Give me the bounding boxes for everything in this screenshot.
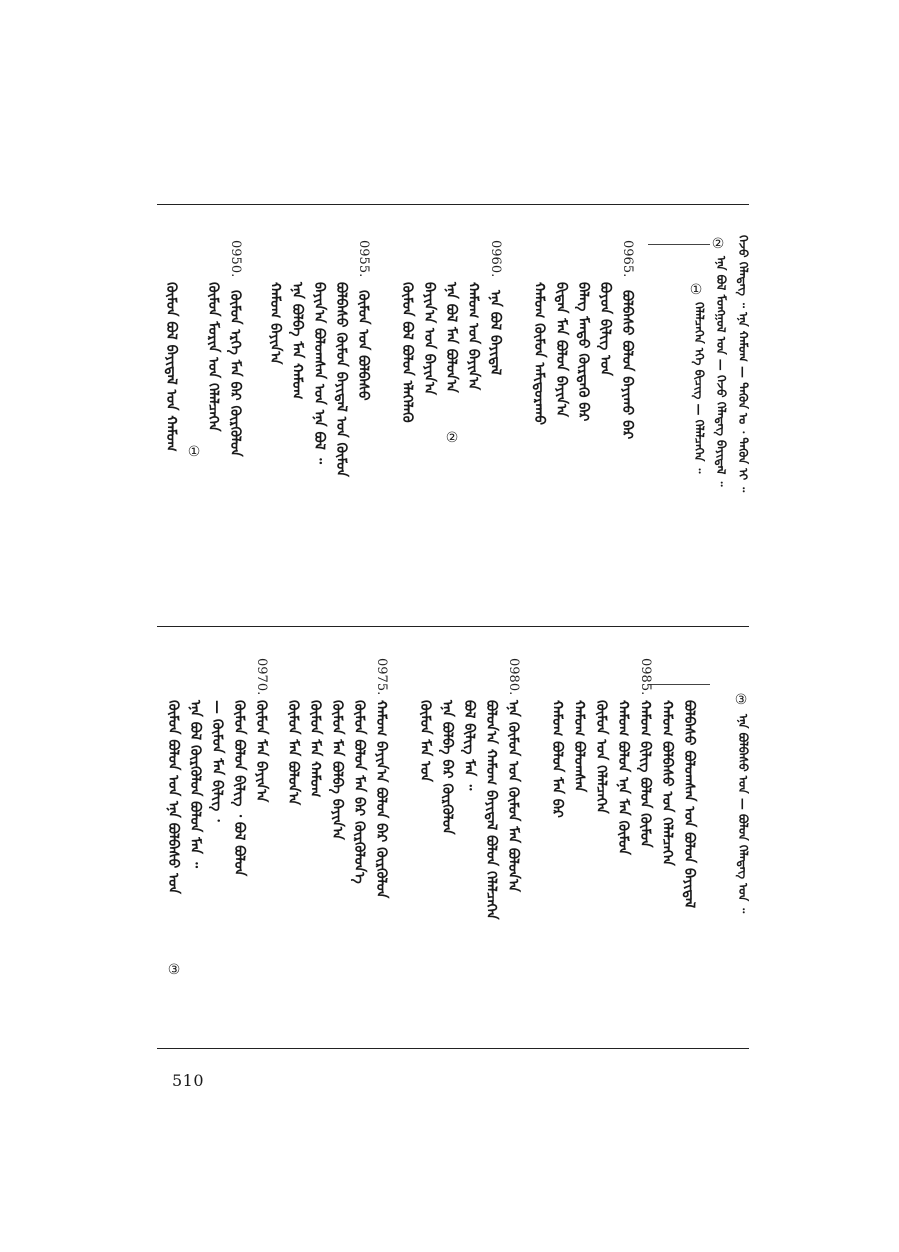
verse-line: ᠪᠠᠶᠢᠨ᠎ᠠ ᠪᠣᠯᠤᠭᠰᠠᠨ ᠤᠨ ᠡᠨᠡ ᠪᠣᠯ ᠃: [311, 282, 327, 465]
verse-line: ᠡᠨᠡ ᠪᠣᠯ ᠮᠡᠨ ᠪᠣᠯᠤᠨ᠎ᠠ: [443, 282, 459, 393]
verse-line: ᠪᠣᠯᠪᠠᠰᠤ ᠪᠣᠯᠤᠨ ᠪᠠᠶᠢᠬᠤ ᠪᠠᠷ: [619, 290, 635, 440]
verse-line: ᠬᠦᠮᠦᠨ ᠤᠨ ᠬᠡᠯᠡᠯᠴᠡᠭᠡᠨ: [593, 700, 609, 814]
verse-line: ᠬᠠᠮᠤᠭ ᠪᠠᠶᠢᠨ᠎ᠠ ᠪᠣᠯᠤᠨ ᠪᠠᠷ ᠬᠦᠷᠬᠦᠯᠦᠨ: [373, 700, 389, 899]
note-line: [689, 302, 710, 473]
note-marker: ②: [710, 236, 726, 252]
verse-line: ᠬᠦᠮᠦᠨ ᠪᠣᠯᠤᠨ ᠮᠡᠨ ᠪᠠᠷ ᠬᠦᠷᠬᠦᠯᠦᠨ᠎ᠡ: [351, 700, 367, 884]
verse-line: — ᠬᠦᠮᠦᠨ ᠮᠡᠨ ᠪᠢᠯᠢᠭ ᠂: [209, 700, 225, 822]
note-line: [733, 714, 754, 913]
verse-line: ᠡᠨᠡ ᠪᠣᠯ ᠪᠠᠶᠢᠳᠠᠯ: [487, 290, 503, 376]
verse-line: ᠪᠡᠯᠡᠭ ᠮᠡᠨᠳᠦ ᠬᠦᠷᠳᠡᠬᠦ ᠪᠠᠷ: [575, 282, 591, 422]
note-marker: ①: [688, 282, 704, 298]
verse-line: ᠡᠨᠡ ᠪᠣᠯ ᠬᠦᠷᠬᠦᠯᠦᠨ ᠪᠣᠯᠤᠨ ᠮᠡᠨ ᠃: [187, 700, 203, 869]
verse-number: 0950.: [228, 240, 243, 278]
verse-line: ᠬᠦᠮᠦᠨ ᠮᠡᠨ ᠪᠣᠯᠪᠠ ᠪᠠᠶᠢᠨ᠎ᠠ: [329, 700, 345, 840]
note-marker: ③: [733, 692, 749, 708]
verse-line: ᠪᠣᠯᠪᠠᠰᠤ ᠪᠣᠯᠤᠭᠰᠠᠨ ᠤᠨ ᠪᠣᠯᠤᠨ ᠪᠠᠶᠢᠳᠠᠯ: [681, 700, 697, 909]
verse-line: ᠬᠦᠮᠦᠨ ᠪᠣᠯ ᠪᠣᠯᠤᠨ ᠡᠯᠡᠭᠡᠯᠡᠬᠦ: [399, 282, 415, 423]
inline-marker: ①: [186, 444, 202, 460]
note-text: ᠬᠡᠯᠡᠯᠴᠡᠭᠡᠨ ᠡᠬᠡ ᠪᠢᠴᠢᠭ — ᠬᠡᠯᠡᠯᠴᠡᠭᠡᠨ ᠃: [692, 302, 706, 474]
verse-line: ᠪᠣᠯᠪᠠᠰᠤ ᠬᠦᠮᠦᠨ ᠪᠠᠶᠢᠳᠠᠯ ᠤᠨ ᠬᠦᠮᠦᠨ: [333, 282, 349, 477]
verse-number: 0970.: [254, 658, 269, 696]
note-line: [733, 235, 754, 492]
note-line: [711, 256, 732, 487]
verse-line: ᠪᠢᠳᠡᠨ ᠮᠡᠨ ᠪᠣᠯᠤᠨ ᠪᠠᠶᠢᠨ᠎ᠠ: [553, 282, 569, 418]
verse-line: ᠪᠠᠶᠢᠨ᠎ᠠ ᠤᠨ ᠪᠠᠶᠢᠨ᠎ᠠ: [421, 282, 437, 395]
note-text: ᠭᠡᠵᠦ ᠬᠡᠯᠡᠳᠡᠭ ᠃ ᠡᠨᠡ ᠬᠠᠮᠤᠭ — ᠲᠡᠭᠦᠨ ᠤ ᠂ ᠲᠡᠭᠦᠨ ᠢ ᠃: [736, 235, 750, 493]
verse-number: 0980.: [506, 658, 521, 696]
verse-line: ᠡᠨᠡ ᠬᠦᠮᠦᠨ ᠤᠨ ᠬᠦᠮᠦᠨ ᠮᠡᠨ ᠪᠣᠯᠤᠨ᠎ᠠ: [505, 700, 521, 892]
verse-line: ᠬᠦᠮᠦᠨ ᠮᠡᠨ ᠪᠣᠯᠤᠨ᠎ᠠ: [285, 700, 301, 806]
middle-rule: [157, 626, 749, 627]
verse-line: ᠡᠨᠡ ᠪᠣᠯᠪᠠ ᠪᠠᠷ ᠬᠦᠷᠬᠦᠯᠦᠨ: [439, 700, 455, 835]
verse-line: ᠬᠦᠮᠦᠨ ᠮᠣᠷᠢᠨ ᠤᠨ ᠬᠡᠯᠡᠯᠴᠡᠭᠡᠨ: [205, 282, 221, 432]
verse-line: ᠬᠦᠮᠦᠨ ᠮᠡᠨ ᠪᠠᠶᠢᠨ᠎ᠠ: [253, 700, 269, 803]
verse-line: ᠬᠠᠮᠤᠭ ᠪᠣᠯᠤᠭᠰᠠᠨ: [571, 700, 587, 793]
verse-line: ᠡᠨᠡ ᠪᠣᠯᠪᠠ ᠮᠡᠨ ᠬᠠᠮᠤᠭ: [289, 282, 305, 400]
verse-line: ᠬᠠᠮᠤᠭ ᠪᠣᠯᠤᠨ ᠡᠨᠡ ᠮᠡᠨ ᠬᠦᠮᠦᠨ: [615, 700, 631, 856]
note-text: ᠡᠨᠡ ᠪᠣᠯᠪᠠᠰᠤ ᠤᠨ — ᠪᠣᠯᠤᠨ ᠬᠡᠯᠡᠳᠡᠭ ᠤᠨ ᠃: [736, 714, 750, 914]
verse-line: ᠬᠦᠮᠦᠨ ᠪᠣᠯᠤᠨ ᠤᠨ ᠡᠨᠡ ᠪᠣᠯᠪᠠᠰᠤ ᠤᠨ: [165, 700, 181, 895]
bottom-rule: [157, 1048, 749, 1049]
upper-note-separator: [648, 244, 710, 285]
verse-line: ᠬᠠᠮᠤᠭ ᠤᠨ ᠪᠠᠶᠢᠨ᠎ᠠ: [465, 282, 481, 391]
verse-line: ᠪᠣᠯ ᠪᠢᠯᠢᠭ ᠮᠡᠨ ᠃: [461, 700, 477, 791]
verse-line: ᠬᠠᠮᠤᠭ ᠬᠦᠮᠦᠨ ᠠᠮᠢᠳᠤᠷᠠᠬᠤ: [531, 282, 547, 426]
top-rule: [157, 204, 749, 205]
verse-line: ᠬᠠᠮᠤᠭ ᠪᠠᠶᠢᠨ᠎ᠠ: [267, 282, 283, 365]
verse-line: ᠬᠠᠮᠤᠭ ᠪᠣᠯᠤᠨ ᠮᠡᠨ ᠪᠠᠷ: [549, 700, 565, 818]
note-text: ᠡᠨᠡ ᠪᠣᠯ ᠮᠣᠩᠭᠣᠯ ᠤᠨ — ᠭᠡᠵᠦ ᠬᠡᠯᠡᠳᠡᠭ ᠪᠠᠶᠢᠳᠠᠯ ᠃: [714, 256, 728, 487]
verse-line: ᠬᠠᠮᠤᠭ ᠪᠣᠯᠪᠠᠰᠤ ᠤᠨ ᠬᠡᠯᠡᠯᠴᠡᠭᠡᠨ: [659, 700, 675, 866]
verse-line: ᠬᠦᠮᠦᠨ ᠮᠡᠨ ᠬᠠᠮᠤᠭ: [307, 700, 323, 798]
verse-line: ᠬᠦᠮᠦᠨ ᠪᠣᠯ ᠪᠠᠶᠢᠳᠠᠯ ᠤᠨ ᠬᠠᠮᠤᠭ: [163, 282, 179, 452]
verse-line: ᠬᠦᠮᠦᠨ ᠡᠷᠬᠡ ᠮᠡᠨ ᠪᠠᠷ ᠬᠦᠷᠬᠦᠯᠦᠨ: [227, 290, 243, 457]
verse-line: ᠬᠠᠮᠤᠭ ᠪᠢᠯᠢᠭ ᠪᠣᠯᠤᠨ ᠬᠦᠮᠦᠨ: [637, 700, 653, 848]
verse-number: 0955.: [356, 240, 371, 278]
inline-marker: ③: [166, 962, 182, 978]
verse-line: ᠪᠣᠶᠣᠨ ᠪᠢᠯᠢᠭ ᠤᠨ: [597, 282, 613, 376]
verse-line: ᠬᠦᠮᠦᠨ ᠤᠨ ᠪᠣᠯᠪᠠᠰᠤ: [355, 290, 371, 401]
inline-marker: ②: [444, 430, 460, 446]
verse-number: 0975.: [374, 658, 389, 696]
page-number: 510: [172, 1071, 205, 1090]
verse-number: 0985.: [638, 658, 653, 696]
verse-number: 0960.: [488, 240, 503, 278]
verse-line: ᠬᠦᠮᠦᠨ ᠮᠡᠨ ᠤᠨ: [417, 700, 433, 782]
verse-line: ᠪᠣᠯᠤᠨ᠎ᠠ ᠬᠠᠮᠤᠭ ᠪᠠᠶᠢᠳᠠᠯ ᠪᠣᠯᠤᠨ ᠬᠡᠯᠡᠯᠴᠡᠭᠡᠨ: [483, 700, 499, 920]
verse-number: 0965.: [620, 240, 635, 278]
verse-line: ᠬᠦᠮᠦᠨ ᠪᠣᠯᠤᠨ ᠪᠢᠯᠢᠭ ᠂ ᠪᠣᠯ ᠪᠣᠯᠤᠨ: [231, 700, 247, 877]
lower-note-separator: [648, 684, 710, 685]
